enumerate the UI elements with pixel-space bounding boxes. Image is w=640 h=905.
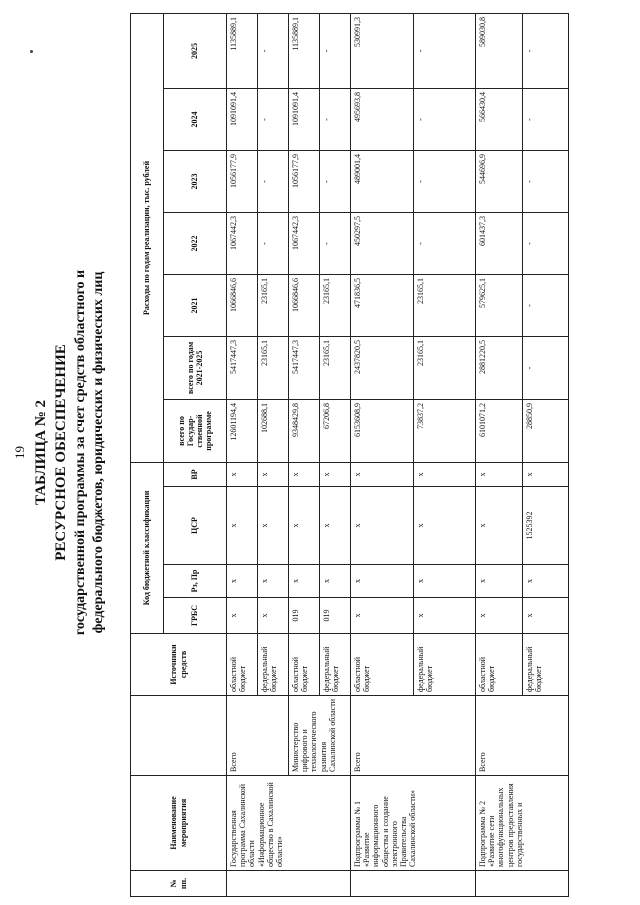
cell-executor: Всего: [227, 696, 289, 776]
cell-2025: 1135889,1: [227, 13, 258, 88]
cell-2021: 471836,5: [351, 274, 414, 336]
cell-2025: 1135889,1: [289, 13, 320, 88]
cell-source: федеральный бюджет: [320, 634, 351, 696]
cell-total-program: 67206,8: [320, 399, 351, 462]
cell-source: федеральный бюджет: [413, 634, 476, 696]
cell-2022: -: [413, 212, 476, 274]
cell-2023: 544696,9: [476, 150, 523, 212]
cell-2024: 566430,4: [476, 88, 523, 150]
cell-total-2021-2025: 23165,1: [258, 336, 289, 399]
col-2024: 2024: [164, 88, 227, 150]
cell-2024: 1091091,4: [289, 88, 320, 150]
col-total-2021-2025: всего по годам 2021-2025: [164, 336, 227, 399]
cell-2023: 1056177,9: [227, 150, 258, 212]
cell-2022: 601437,3: [476, 212, 523, 274]
cell-total-program: 6101071,2: [476, 399, 523, 462]
cell-source: областной бюджет: [227, 634, 258, 696]
cell-2024: 495693,8: [351, 88, 414, 150]
resource-table: [130, 13, 569, 897]
cell-2021: -: [522, 274, 569, 336]
cell-total-2021-2025: 5417447,3: [289, 336, 320, 399]
cell-2023: 489001,4: [351, 150, 414, 212]
cell-2022: 1067442,3: [289, 212, 320, 274]
table-row: [289, 13, 320, 896]
cell-vr: х: [227, 462, 258, 486]
cell-2025: -: [258, 13, 289, 88]
cell-total-program: 73837,2: [413, 399, 476, 462]
cell-num: [227, 871, 351, 897]
cell-source: федеральный бюджет: [258, 634, 289, 696]
cell-2024: -: [522, 88, 569, 150]
cell-name: Подпрограмма № 2 «Развитие сети многофункциональных центров предоставления государственных и: [476, 776, 569, 871]
cell-source: областной бюджет: [476, 634, 523, 696]
col-2025: 2025: [164, 13, 227, 88]
cell-total-2021-2025: 23165,1: [320, 336, 351, 399]
cell-total-program: 9348429,8: [289, 399, 320, 462]
cell-2021: 23165,1: [413, 274, 476, 336]
cell-rzpr: х: [413, 565, 476, 598]
cell-rzpr: х: [227, 565, 258, 598]
cell-source: федеральный бюджет: [522, 634, 569, 696]
cell-vr: х: [351, 462, 414, 486]
col-total-program: всего по Государ- ственной программе: [164, 399, 227, 462]
cell-grbs: х: [476, 598, 523, 634]
cell-rzpr: х: [258, 565, 289, 598]
cell-grbs: х: [413, 598, 476, 634]
cell-rzpr: х: [320, 565, 351, 598]
cell-2024: 1091091,4: [227, 88, 258, 150]
cell-total-program: 12601194,4: [227, 399, 258, 462]
table-caption-line-2: федерального бюджетов, юридических и физических лиц: [91, 271, 106, 634]
col-csr: ЦСР: [164, 487, 227, 565]
table-caption-line-1: государственной программы за счет средств областного и: [73, 269, 88, 636]
col-2021: 2021: [164, 274, 227, 336]
cell-grbs: 019: [320, 598, 351, 634]
cell-num: [351, 871, 476, 897]
col-executor: [131, 696, 227, 776]
cell-2025: 589030,8: [476, 13, 523, 88]
cell-2021: 1066846,6: [289, 274, 320, 336]
cell-total-program: 102688,1: [258, 399, 289, 462]
cell-csr: х: [351, 487, 414, 565]
cell-num: [476, 871, 569, 897]
cell-2021: 23165,1: [320, 274, 351, 336]
cell-grbs: х: [258, 598, 289, 634]
cell-2022: 1067442,3: [227, 212, 258, 274]
cell-total-2021-2025: 2881220,5: [476, 336, 523, 399]
cell-2023: -: [522, 150, 569, 212]
cell-2023: -: [413, 150, 476, 212]
cell-vr: х: [522, 462, 569, 486]
header-row-1: [131, 13, 164, 896]
table-body: [227, 13, 569, 896]
cell-name: Подпрограмма № 1 «Развитие информационного общества и создание электронного Правительства Сахалинской области»: [351, 776, 476, 871]
cell-2025: -: [413, 13, 476, 88]
cell-rzpr: х: [351, 565, 414, 598]
cell-total-2021-2025: -: [522, 336, 569, 399]
cell-source: областной бюджет: [289, 634, 320, 696]
table-row: [227, 13, 258, 896]
cell-2024: -: [413, 88, 476, 150]
cell-executor: Всего: [476, 696, 569, 776]
cell-csr: х: [258, 487, 289, 565]
cell-csr: х: [413, 487, 476, 565]
cell-2025: -: [320, 13, 351, 88]
col-num: № пп.: [131, 871, 227, 897]
cell-csr: х: [320, 487, 351, 565]
cell-2021: 23165,1: [258, 274, 289, 336]
cell-2023: 1056177,9: [289, 150, 320, 212]
cell-executor: Министерство цифрового и технологического развития Сахалинской области: [289, 696, 351, 776]
cell-total-2021-2025: 23165,1: [413, 336, 476, 399]
cell-2021: 1066846,6: [227, 274, 258, 336]
cell-2023: -: [320, 150, 351, 212]
col-source: Источники средств: [131, 634, 227, 696]
cell-vr: х: [413, 462, 476, 486]
cell-rzpr: х: [476, 565, 523, 598]
table-subtitle: РЕСУРСНОЕ ОБЕСПЕЧЕНИЕ: [53, 344, 69, 561]
col-rzpr: Рз, Пр: [164, 565, 227, 598]
col-2022: 2022: [164, 212, 227, 274]
cell-total-2021-2025: 2437820,5: [351, 336, 414, 399]
cell-vr: х: [320, 462, 351, 486]
cell-vr: х: [289, 462, 320, 486]
cell-2023: -: [258, 150, 289, 212]
cell-source: областной бюджет: [351, 634, 414, 696]
col-group-bk: Код бюджетной классификации: [131, 462, 164, 633]
cell-grbs: х: [227, 598, 258, 634]
cell-grbs: х: [351, 598, 414, 634]
table-row: [476, 13, 523, 896]
cell-2025: -: [522, 13, 569, 88]
page-number: 19: [12, 446, 27, 459]
cell-csr: х: [289, 487, 320, 565]
cell-vr: х: [258, 462, 289, 486]
cell-2024: -: [320, 88, 351, 150]
cell-total-program: 6153608,9: [351, 399, 414, 462]
cell-csr: 1525392: [522, 487, 569, 565]
cell-total-program: 28850,9: [522, 399, 569, 462]
col-grbs: ГРБС: [164, 598, 227, 634]
cell-2025: 530991,3: [351, 13, 414, 88]
cell-csr: х: [476, 487, 523, 565]
table-title: ТАБЛИЦА № 2: [33, 399, 49, 506]
cell-grbs: х: [522, 598, 569, 634]
cell-2022: -: [320, 212, 351, 274]
table-row: [351, 13, 414, 896]
cell-csr: х: [227, 487, 258, 565]
cell-2022: 450297,5: [351, 212, 414, 274]
col-vr: ВР: [164, 462, 227, 486]
cell-name: Государственная программа Сахалинской области «Информационное общество в Сахалинской области»: [227, 776, 351, 871]
col-group-expenses: Расходы по годам реализации, тыс. рублей: [131, 13, 164, 462]
cell-2022: -: [522, 212, 569, 274]
cell-executor: Всего: [351, 696, 476, 776]
cell-grbs: 019: [289, 598, 320, 634]
col-name: Наименование мероприятия: [131, 776, 227, 871]
cell-vr: х: [476, 462, 523, 486]
cell-total-2021-2025: 5417447,3: [227, 336, 258, 399]
cell-2022: -: [258, 212, 289, 274]
cell-2024: -: [258, 88, 289, 150]
cell-2021: 579625,1: [476, 274, 523, 336]
col-2023: 2023: [164, 150, 227, 212]
cell-rzpr: х: [522, 565, 569, 598]
cell-rzpr: х: [289, 565, 320, 598]
